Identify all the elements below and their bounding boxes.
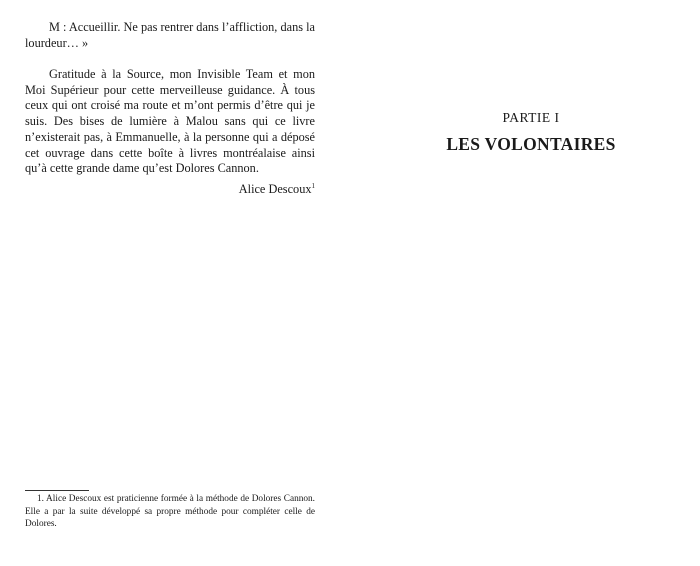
acknowledgements-paragraph bbox=[25, 67, 315, 177]
footnote bbox=[25, 493, 315, 531]
quote-paragraph bbox=[25, 20, 315, 51]
acknowledgements-text: Gratitude à la Source, mon Invisible Team et mon Moi Supérieur pour cette merveilleuse guidance. À tous ceux qui ont croisé ma route et m’ont permis d’être qui je suis. Des bises de lumière à Malou sans qui ce livre n’existerait pas, à Emmanuelle, à la personne qui a déposé cet ouvrage dans cette boîte à livres montréalaise ainsi qu’à cette grande dame qu’est Dolores Cannon. bbox=[25, 67, 315, 176]
footnote-reference: 1 bbox=[311, 181, 315, 190]
part-title: LES VOLONTAIRES bbox=[446, 134, 616, 154]
footnote-divider bbox=[25, 490, 89, 491]
author-name: Alice Descoux bbox=[238, 182, 312, 196]
footnote-text: 1. Alice Descoux est praticienne formée à la méthode de Dolores Cannon. Elle a par la suite développé sa propre méthode pour compléter celle de Dolores. bbox=[25, 494, 315, 530]
right-page bbox=[350, 0, 700, 566]
part-label: PARTIE I bbox=[502, 110, 560, 125]
quote-text: M : Accueillir. Ne pas rentrer dans l’affliction, dans la lourdeur… » bbox=[25, 20, 315, 50]
author-signature bbox=[25, 182, 315, 198]
